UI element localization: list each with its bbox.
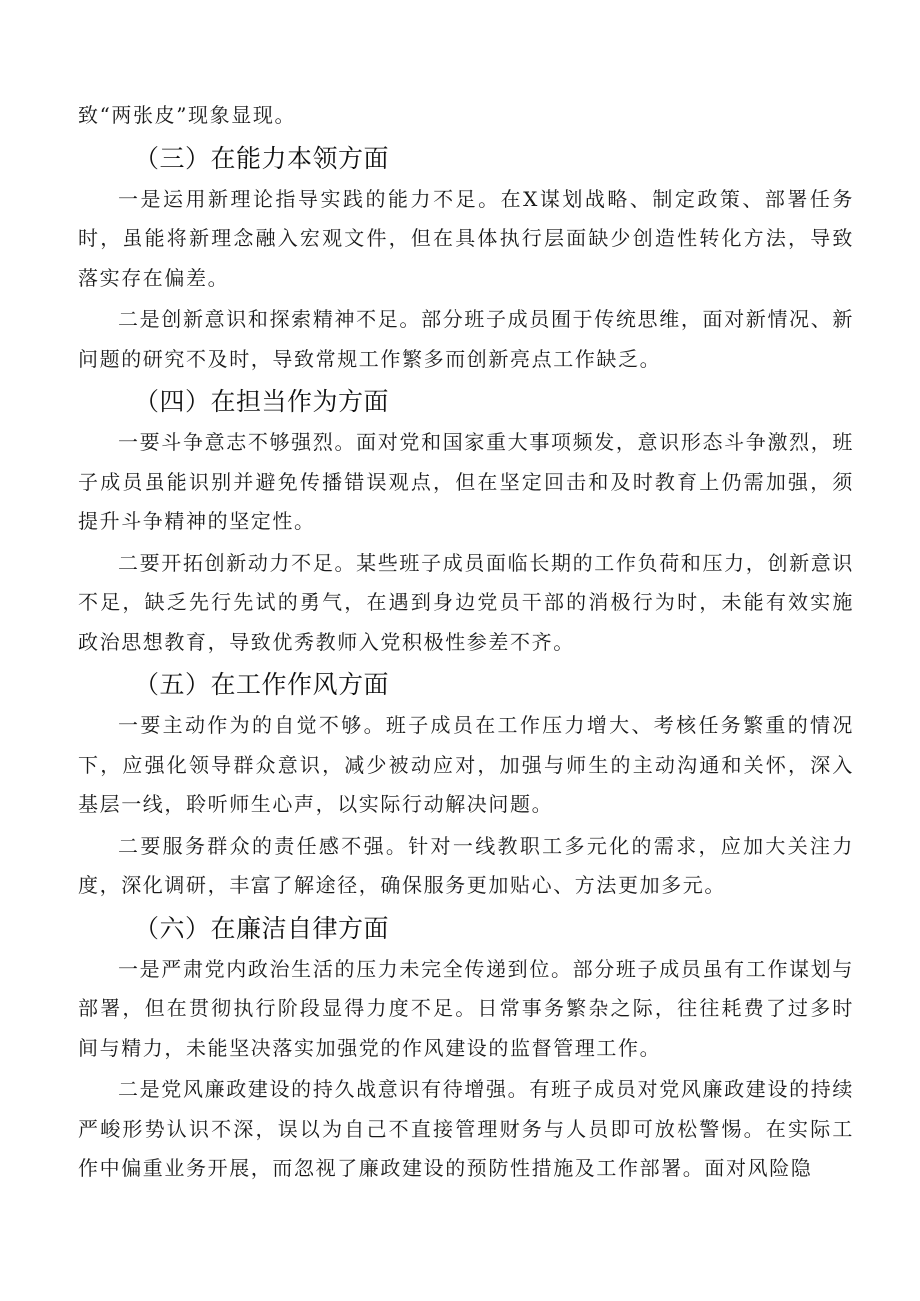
paragraph: 致“两张皮”现象显现。 xyxy=(78,103,297,127)
section-heading-3: （三）在能力本领方面 xyxy=(134,143,390,173)
paragraph: 二是创新意识和探索精神不足。部分班子成员囿于传统思维，面对新情况、新问题的研究不及时，导致常规工作繁多而创新亮点工作缺乏。 xyxy=(78,307,854,371)
section-heading-4: （四）在担当作为方面 xyxy=(134,387,390,416)
section-heading-5: （五）在工作作风方面 xyxy=(134,670,390,699)
section-heading-6: （六）在廉洁自律方面 xyxy=(134,913,390,943)
paragraph: 二是党风廉政建设的持久战意识有待增强。有班子成员对党风廉政建设的持续严峻形势认识不深，误以为自己不直接管理财务与人员即可放松警惕。在实际工作中偏重业务开展，而忽视了廉政建设的预防性措施及工作部署。面对风险隐 xyxy=(78,1077,854,1180)
paragraph: 二要服务群众的责任感不强。针对一线教职工多元化的需求，应加大关注力度，深化调研，丰富了解途径，确保服务更加贴心、方法更加多元。 xyxy=(78,833,854,897)
paragraph: 一是运用新理论指导实践的能力不足。在X谋划战略、制定政策、部署任务时，虽能将新理念融入宏观文件，但在具体执行层面缺少创造性转化方法，导致落实存在偏差。 xyxy=(78,186,854,290)
paragraph: 二要开拓创新动力不足。某些班子成员面临长期的工作负荷和压力，创新意识不足，缺乏先行先试的勇气，在遇到身边党员干部的消极行为时，未能有效实施政治思想教育，导致优秀教师入党积极性参差不齐。 xyxy=(78,550,854,654)
paragraph: 一要主动作为的自觉不够。班子成员在工作压力增大、考核任务繁重的情况下，应强化领导群众意识，减少被动应对，加强与师生的主动沟通和关怀，深入基层一线，聆听师生心声，以实际行动解决问题。 xyxy=(78,713,854,816)
document-page xyxy=(78,96,854,1191)
paragraph: 一是严肃党内政治生活的压力未完全传递到位。部分班子成员虽有工作谋划与部署，但在贯彻执行阶段显得力度不足。日常事务繁杂之际，往往耗费了过多时间与精力，未能坚决落实加强党的作风建设的监督管理工作。 xyxy=(78,956,854,1060)
paragraph: 一要斗争意志不够强烈。面对党和国家重大事项频发，意识形态斗争激烈，班子成员虽能识别并避免传播错误观点，但在坚定回击和及时教育上仍需加强，须提升斗争精神的坚定性。 xyxy=(78,430,854,533)
